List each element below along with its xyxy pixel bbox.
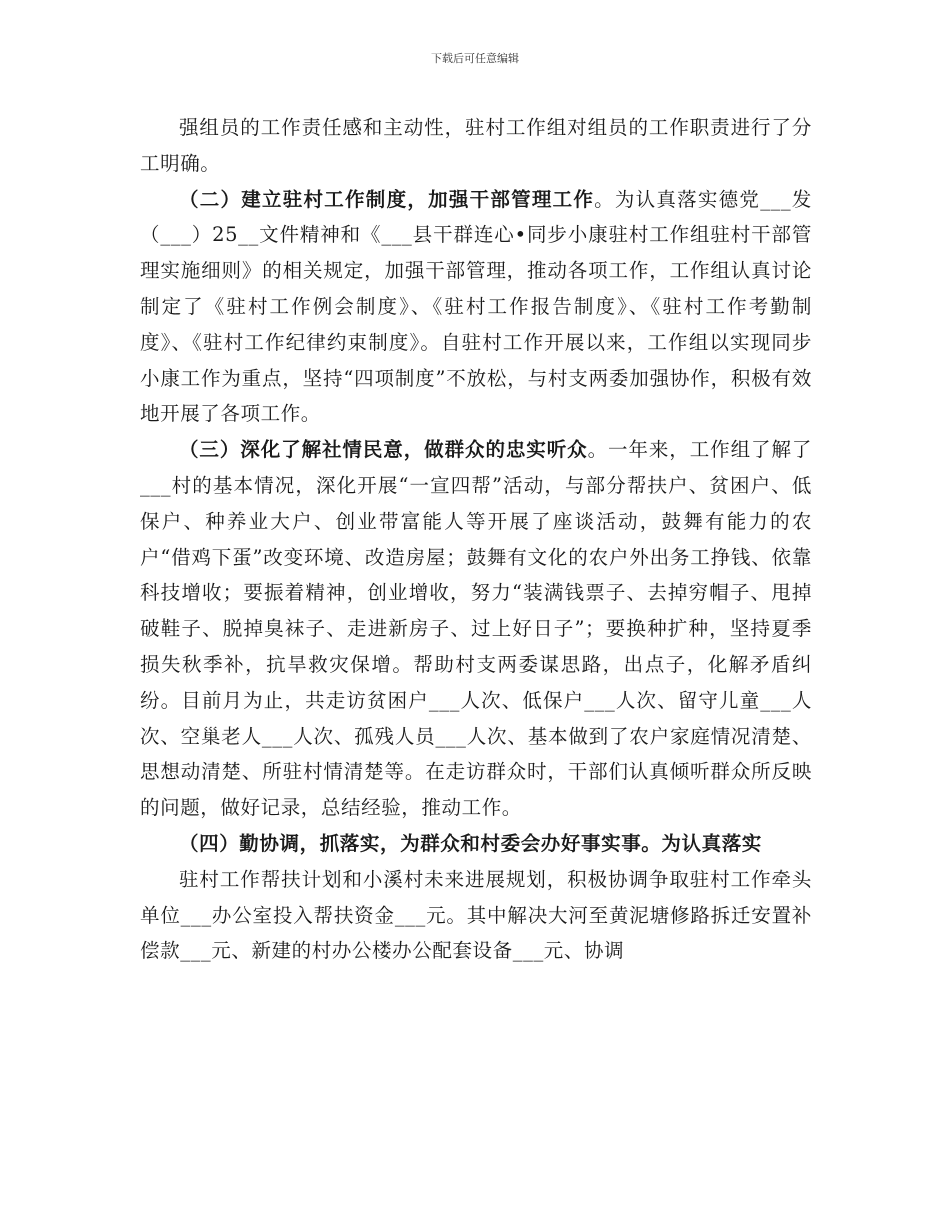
page-header: 下载后可任意编辑 [431,52,519,65]
document-body [140,110,812,969]
paragraph-4 [140,826,812,862]
section-heading-2: （二）建立驻村工作制度，加强干部管理工作 [179,187,595,211]
paragraph-1 [140,110,812,182]
paragraph-1-text: 强组员的工作责任感和主动性，驻村工作组对组员的工作职责进行了分工明确。 [140,116,812,175]
paragraph-2 [140,182,812,433]
paragraph-2-text: 。为认真落实德党___发（___）25__文件精神和《___县干群连心•同步小康驻村工作组驻村干部管理实施细则》的相关规定，加强干部管理，推动各项工作，工作组认真讨论制定了《驻村工作例会制度》、《驻村工作报告制度》、《驻村工作考勤制度》、《驻村工作纪律约束制度》。自驻村工作开展以来，工作组以实现同步小康工作为重点，坚持“四项制度”不放松，与村支两委加强协作，积极有效地开展了各项工作。 [140,187,812,426]
paragraph-5-text: 驻村工作帮扶计划和小溪村未来进展规划，积极协调争取驻村工作牵头单位___办公室投入帮扶资金___元。其中解决大河至黄泥塘修路拆迁安置补偿款___元、新建的村办公楼办公配套设备___元、协调 [140,867,812,963]
section-heading-4: （四）勤协调，抓落实，为群众和村委会办好事实事。为认真落实 [179,831,762,855]
section-heading-3: （三）深化了解社情民意，做群众的忠实听众 [179,438,588,462]
paragraph-3-text: 。一年来，工作组了解了___村的基本情况，深化开展“一宣四帮”活动，与部分帮扶户、贫困户、低保户、种养业大户、创业带富能人等开展了座谈活动，鼓舞有能力的农户“借鸡下蛋”改变环境、改造房屋；鼓舞有文化的农户外出务工挣钱、依靠科技增收；要振着精神，创业增收，努力“装满钱票子、去掉穷帽子、甩掉破鞋子、脱掉臭袜子、走进新房子、过上好日子”；要换种扩种，坚持夏季损失秋季补，抗旱救灾保增。帮助村支两委谋思路，出点子，化解矛盾纠纷。目前月为止，共走访贫困户___人次、低保户___人次、留守儿童___人次、空巢老人___人次、孤残人员___人次、基本做到了农户家庭情况清楚、思想动清楚、所驻村情清楚等。在走访群众时，干部们认真倾听群众所反映的问题，做好记录，总结经验，推动工作。 [140,438,812,820]
paragraph-5 [140,862,812,969]
paragraph-3 [140,432,812,826]
